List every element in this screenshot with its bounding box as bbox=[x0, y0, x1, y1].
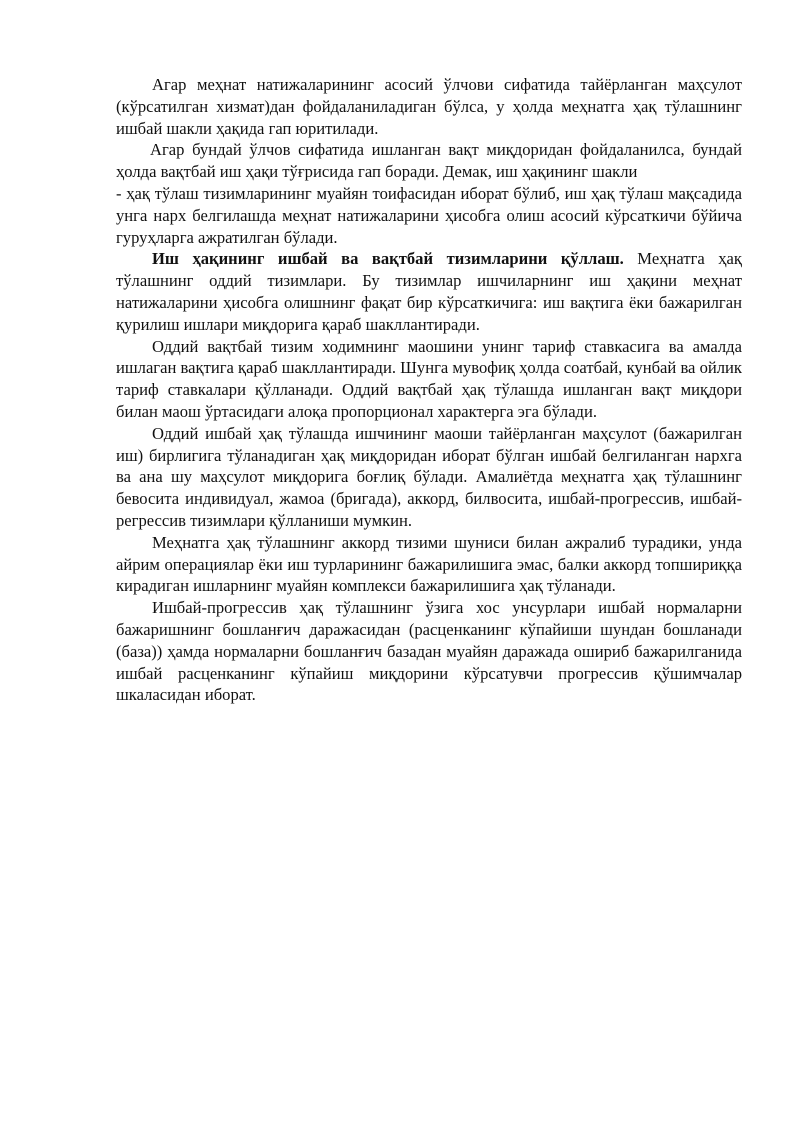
paragraph-accord-system: Меҳнатга ҳақ тўлашнинг аккорд тизими шуниси билан ажралиб турадики, унда айрим операциялар ёки иш турларининг бажарилишига эмас, балки аккорд топшириққа кирадиган ишларнинг муайян комплекси бажарилишига ҳақ тўланади. bbox=[116, 532, 742, 596]
section-heading: Иш ҳақининг ишбай ва вақтбай тизимларини қўллаш. bbox=[152, 249, 624, 269]
paragraph-simple-piece-rate: Оддий ишбай ҳақ тўлашда ишчининг маоши тайёрланган маҳсулот (бажарилган иш) бирлигига тўланадиган ҳақ миқдоридан иборат бўлган ишбай белгиланган нархга ва ана шу маҳсулот миқдорига боғлиқ бўлади. Амалиётда меҳнатга ҳақ тўлашнинг бевосита индивидуал, жамоа (бригада), аккорд, билвосита, ишбай-прогрессив, ишбай-регрессив тизимлари қўлланиши мумкин. bbox=[116, 423, 742, 530]
paragraph-simple-time-rate: Оддий вақтбай тизим ходимнинг маошини унинг тариф ставкасига ва амалда ишлаган вақтига қараб шакллантиради. Шунга мувофиқ ҳолда соатбай, кунбай ва ойлик тариф ставкалари қўлланади. Оддий вақтбай ҳақ тўлашда ишланган вақт миқдори билан маош ўртасидаги алоқа пропорционал характерга эга бўлади. bbox=[116, 336, 742, 421]
paragraph-simple-systems bbox=[116, 248, 742, 335]
paragraph-pay-form-definition: - ҳақ тўлаш тизимларининг муайян тоифасидан иборат бўлиб, иш ҳақ тўлаш мақсадида унга нарх белгилашда меҳнат натижаларини ҳисобга олиш асосий кўрсаткичи бўйича гуруҳларга ажратилган бўлади. bbox=[116, 183, 742, 247]
paragraph-time-rate-definition: Агар бундай ўлчов сифатида ишланган вақт миқдоридан фойдаланилса, бундай ҳолда вақтбай иш ҳақи тўғрисида гап боради. Демак, иш ҳақининг шакли bbox=[116, 140, 742, 182]
paragraph-piece-progressive: Ишбай-прогрессив ҳақ тўлашнинг ўзига хос унсурлари ишбай нормаларни бажаришнинг бошланғич даражасидан (расценканинг кўпайиши шундан бошланади (база)) ҳамда нормаларни бошланғич базадан муайян даражада ошириб бажарилганида ишбай расценканинг кўпайиш миқдорини кўрсатувчи прогрессив қўшимчалар шкаласидан иборат. bbox=[116, 598, 742, 705]
paragraph-piece-rate-definition: Агар меҳнат натижаларининг асосий ўлчови сифатида тайёрланган маҳсулот (кўрсатилган хизмат)дан фойдаланиладиган бўлса, у ҳолда меҳнатга ҳақ тўлашнинг ишбай шакли ҳақида гап юритилади. bbox=[116, 75, 742, 138]
document-page bbox=[116, 74, 742, 706]
section-heading-body: Меҳнатга ҳақ тўлашнинг оддий тизимлари. Бу тизимлар ишчиларнинг иш ҳақини меҳнат натижаларини ҳисобга олишнинг фақат бир кўрсаткичига: иш вақтига ёки бажарилган қурилиш ишлари миқдорига қараб шакллантиради. bbox=[116, 249, 742, 334]
